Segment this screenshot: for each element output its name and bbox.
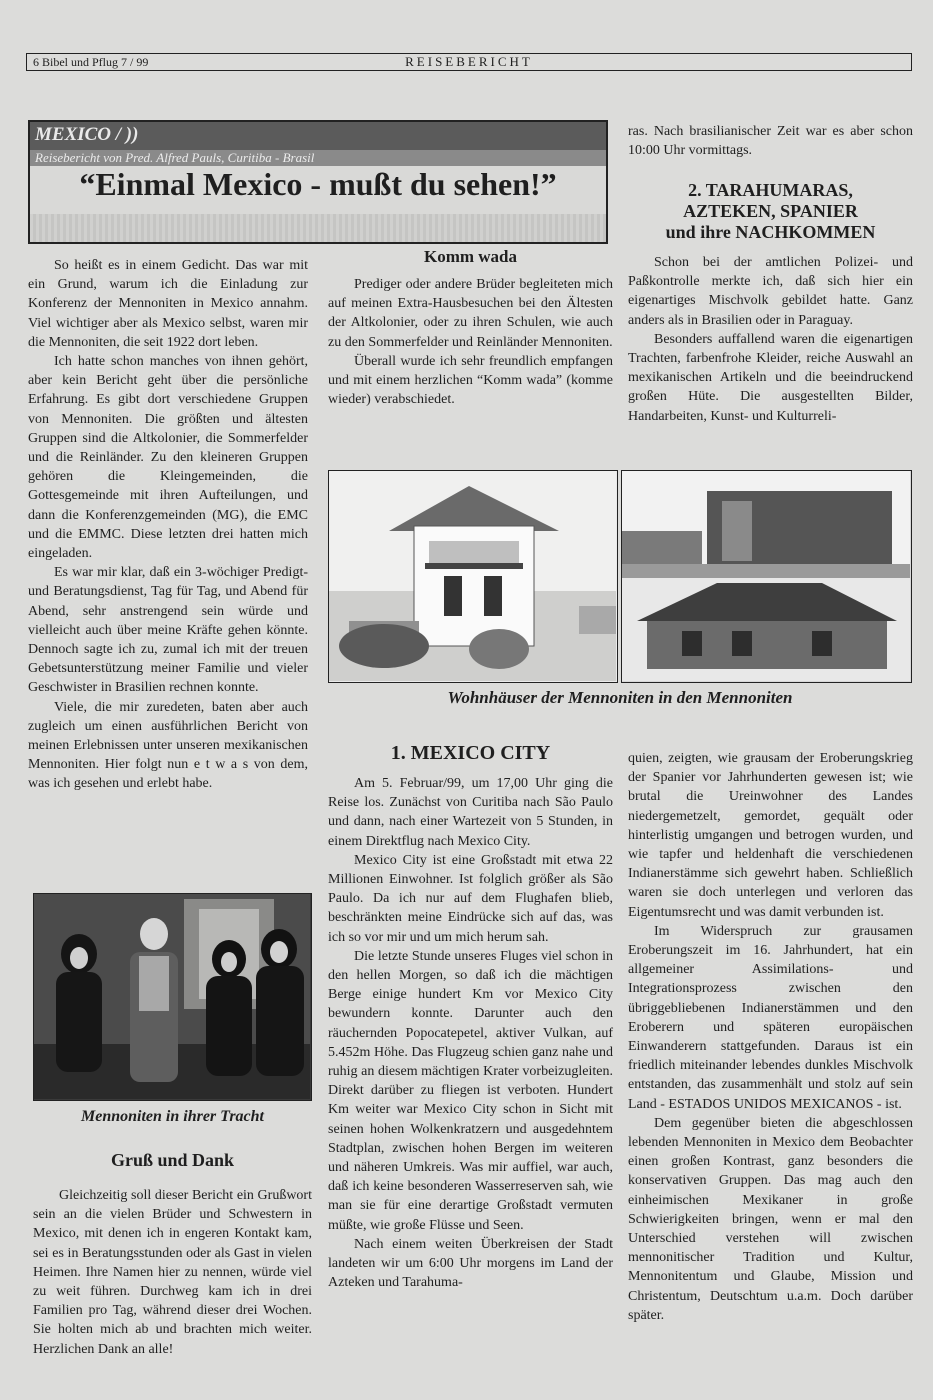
paragraph: Gleichzeitig soll dieser Bericht ein Grußwort sein an die vielen Brüder und Schwestern in Mexico, mit denen ich in engeren Kontakt kam, sei es in Beratungsstunden oder als Gast in vielen Heimen. Ihre Namen hier zu nennen, würde viel zu weit führen. Durchweg kam ich in drei Familien pro Tag, während dieser drei Wochen. Sie holten mich ab und brachten mich weiter. Herzlichen Dank an alle! [33,1188,312,1357]
photo-mennonites-tracht [33,893,312,1101]
byline-text: Reisebericht von Pred. Alfred Pauls, Curitiba - Brasil [35,150,315,165]
photo-image [329,471,616,681]
paragraph: Im Widerspruch zur grausamen Eroberungszeit im 16. Jahrhundert, hat ein allgemeiner Assimilations- und Integrationsprozess zwischen den übriggebliebenen Indianerstämmen und den Eroberern und späteren europäischen Einwanderern stattgefunden. Daraus ist ein friedlich miteinander lebendes dunkles Mischvolk entstanden, das zusammenhält und stolz auf sein Land - ESTADOS UNIDOS MEXICANOS - ist. [628,923,913,1112]
photo-caption-tracht: Mennoniten in ihrer Tracht [80,1108,264,1125]
paragraph: Ich hatte schon manches von ihnen gehört, aber kein Bericht geht über die persönliche Erfahrung. Es gibt dort verschiedene Gruppen von Mennoniten. Die größten und ältesten Gruppen sind die Altkolonier, die Sommerfelder und die Reinländer. Zu den kleineren Gruppen gehören die Kleingemeinden, die Gottesgemeinde mit ihren Aufteilungen, und dann die Konferenzgemeinden (MG), die EMC und die EMMC. Diese letzten drei hatten mich eingeladen. [28,354,308,562]
paragraph: Am 5. Februar/99, um 17,00 Uhr ging die Reise los. Zunächst von Curitiba nach São Paulo und dann, nach einer Wartezeit von 5 Stunden, in einem Direktflug nach Mexico City. [328,776,613,849]
article-title: “Einmal Mexico - mußt du sehen!” [79,166,557,202]
paragraph: Mexico City ist eine Großstadt mit etwa 22 Millionen Einwohner. Ist folglich größer als São Paulo. Da ich nur auf dem Flughafen blieb, beschränkten meine Eindrücke sich auf das, was ich so vor mir und um mich herum sah. [328,852,613,945]
article-banner [28,120,608,244]
column-2-upper [328,275,613,409]
heading-line: und ihre NACHKOMMEN [665,222,876,242]
column-1 [28,256,308,794]
photo-image [622,471,910,681]
byline-bar [30,150,606,166]
photo-house-left [328,470,618,683]
kicker-text: MEXICO / )) [35,124,139,145]
paragraph: Es war mir klar, daß ein 3-wöchiger Predigt- und Beratungsdienst, Tag für Tag, und Abend für Abend, sehr anstrengend sein würde und vielleicht auch über meine Kräfte gehen könnte. Dennoch sagte ich zu, zumal ich mit der treuen Gebetsunterstützung meiner Familie und vieler Geschwister in Brasilien rechnen konnte. [28,565,308,696]
photo-image [34,894,310,1099]
paragraph: So heißt es in einem Gedicht. Das war mit ein Grund, warum ich die Einladung zur Konferenz der Mennoniten in Mexico annahm. Viel wichtiger aber als Mexico selbst, waren mir die Mennoniten, die seit 1922 dort leben. [28,258,308,350]
paragraph: Besonders auffallend waren die eigenartigen Trachten, farbenfrohe Kleider, reiche Auswahl an mexikanischen Artikeln und die beeindruckend großen Hüte. Die ausgestellten Bilder, Handarbeiten, Kunst- und Kulturreli- [628,331,913,424]
heading-tarahumaras [628,180,913,243]
running-header [26,53,912,71]
paragraph: Dem gegenüber bieten die abgeschlossen lebenden Mennoniten in Mexico dem Beobachter einen großen Kontrast, ganz besonders die konservativen Gruppen. Das mag auch den einheimischen Mexikaner in große Schwierigkeiten bringen, wenn er mal den Unterschied verstehen will zwischen mennonitischer Tradition und Kultur, Mennonitentum und Glaube, Mission und Christentum, Deutschtum u.a.m. Doch darüber später. [628,1115,913,1323]
section-title: REISEBERICHT [405,54,533,69]
paragraph: Schon bei der amtlichen Polizei- und Paßkontrolle merkte ich, daß sich hier ein eigenartiges Mischvolk gebildet hatte. Ganz anders als in Brasilien oder in Paraguay. [628,255,913,328]
column-2-lower [328,774,613,1292]
heading-mexico-city: 1. MEXICO CITY [390,742,551,764]
column-3-lower [628,749,913,1325]
paragraph: Nach einem weiten Überkreisen der Stadt landeten wir um 6:00 Uhr morgens im Land der Azteken und Tarahuma- [328,1236,613,1291]
banner-stripe [30,214,606,244]
paragraph: Überall wurde ich sehr freundlich empfangen und mit einem herzlichen “Komm wada” (komme wieder) verabschiedet. [328,353,613,408]
paragraph: Viele, die mir zuredeten, baten aber auch zugleich um einen ausführlichen Bericht von meinen Erlebnissen unter unseren mexikanischen Mennoniten. Hier folgt nun e t w a s von dem, was ich gesehen und erlebt habe. [28,699,308,792]
photos-caption-houses: Wohnhäuser der Mennoniten in den Mennoniten [447,688,793,707]
paragraph: quien, zeigten, wie grausam der Eroberungskrieg der Spanier vor Jahrhunderten gewesen ist; wie brutal die Ureinwohner des Landes niedergemetzelt, gemordet, gequält oder hinterlistig umgangen und betrogen wurden, und wie tapfer und heldenhaft die verschiedenen Indianerstämme sich gewehrt haben. Schließlich waren sie doch unterlegen und verloren das Eigentumsrecht und was damit verbunden ist. [628,751,913,920]
column-1-lower [33,1186,312,1359]
column-3-middle [628,253,913,426]
paragraph: Die letzte Stunde unseres Fluges viel schon in den hellen Morgen, so daß ich die mächtigen Berge einige hundert Km vor Mexico City bewundern konnte. Darunter auch den räuchernden Popocatepetel, aktiver Vulkan, auf 5.452m Höhe. Das Flugzeug schien ganz nahe und ruhig an diesem mächtigen Krater vorbeizugleiten. Direkt darüber zu fliegen ist verboten. Hundert Km weiter war Mexico City schon in Sicht mit seinen hohen Wolkenkratzern und ausgedehntem Stadtplan, zwischen hohen Bergen im weiteren und näheren Umkreis. Was mir auffiel, war auch, daß ich keine besonderen Wasserreserven sah, wie man sie für eine derartige Großstadt vermuten müßte, wie große Flüsse und Seen. [328,948,613,1233]
kicker-bar [30,122,606,150]
column-3-upper [628,122,913,160]
heading-line: 2. TARAHUMARAS, [688,180,853,200]
heading-gruss-und-dank: Gruß und Dank [110,1150,235,1170]
page-number-label: 6 Bibel und Pflug 7 / 99 [33,55,149,69]
heading-line: AZTEKEN, SPANIER [683,201,858,221]
heading-komm-wada: Komm wada [423,247,518,266]
photo-houses-right [621,470,912,683]
paragraph: Prediger oder andere Brüder begleiteten mich auf meinen Extra-Hausbesuchen bei den Ältesten der Altkolonier, oder zu ihren Schulen, wie auch zu den Sommerfelder und Reinländer Mennoniten. [328,277,613,350]
paragraph: ras. Nach brasilianischer Zeit war es aber schon 10:00 Uhr vormittags. [628,124,913,159]
